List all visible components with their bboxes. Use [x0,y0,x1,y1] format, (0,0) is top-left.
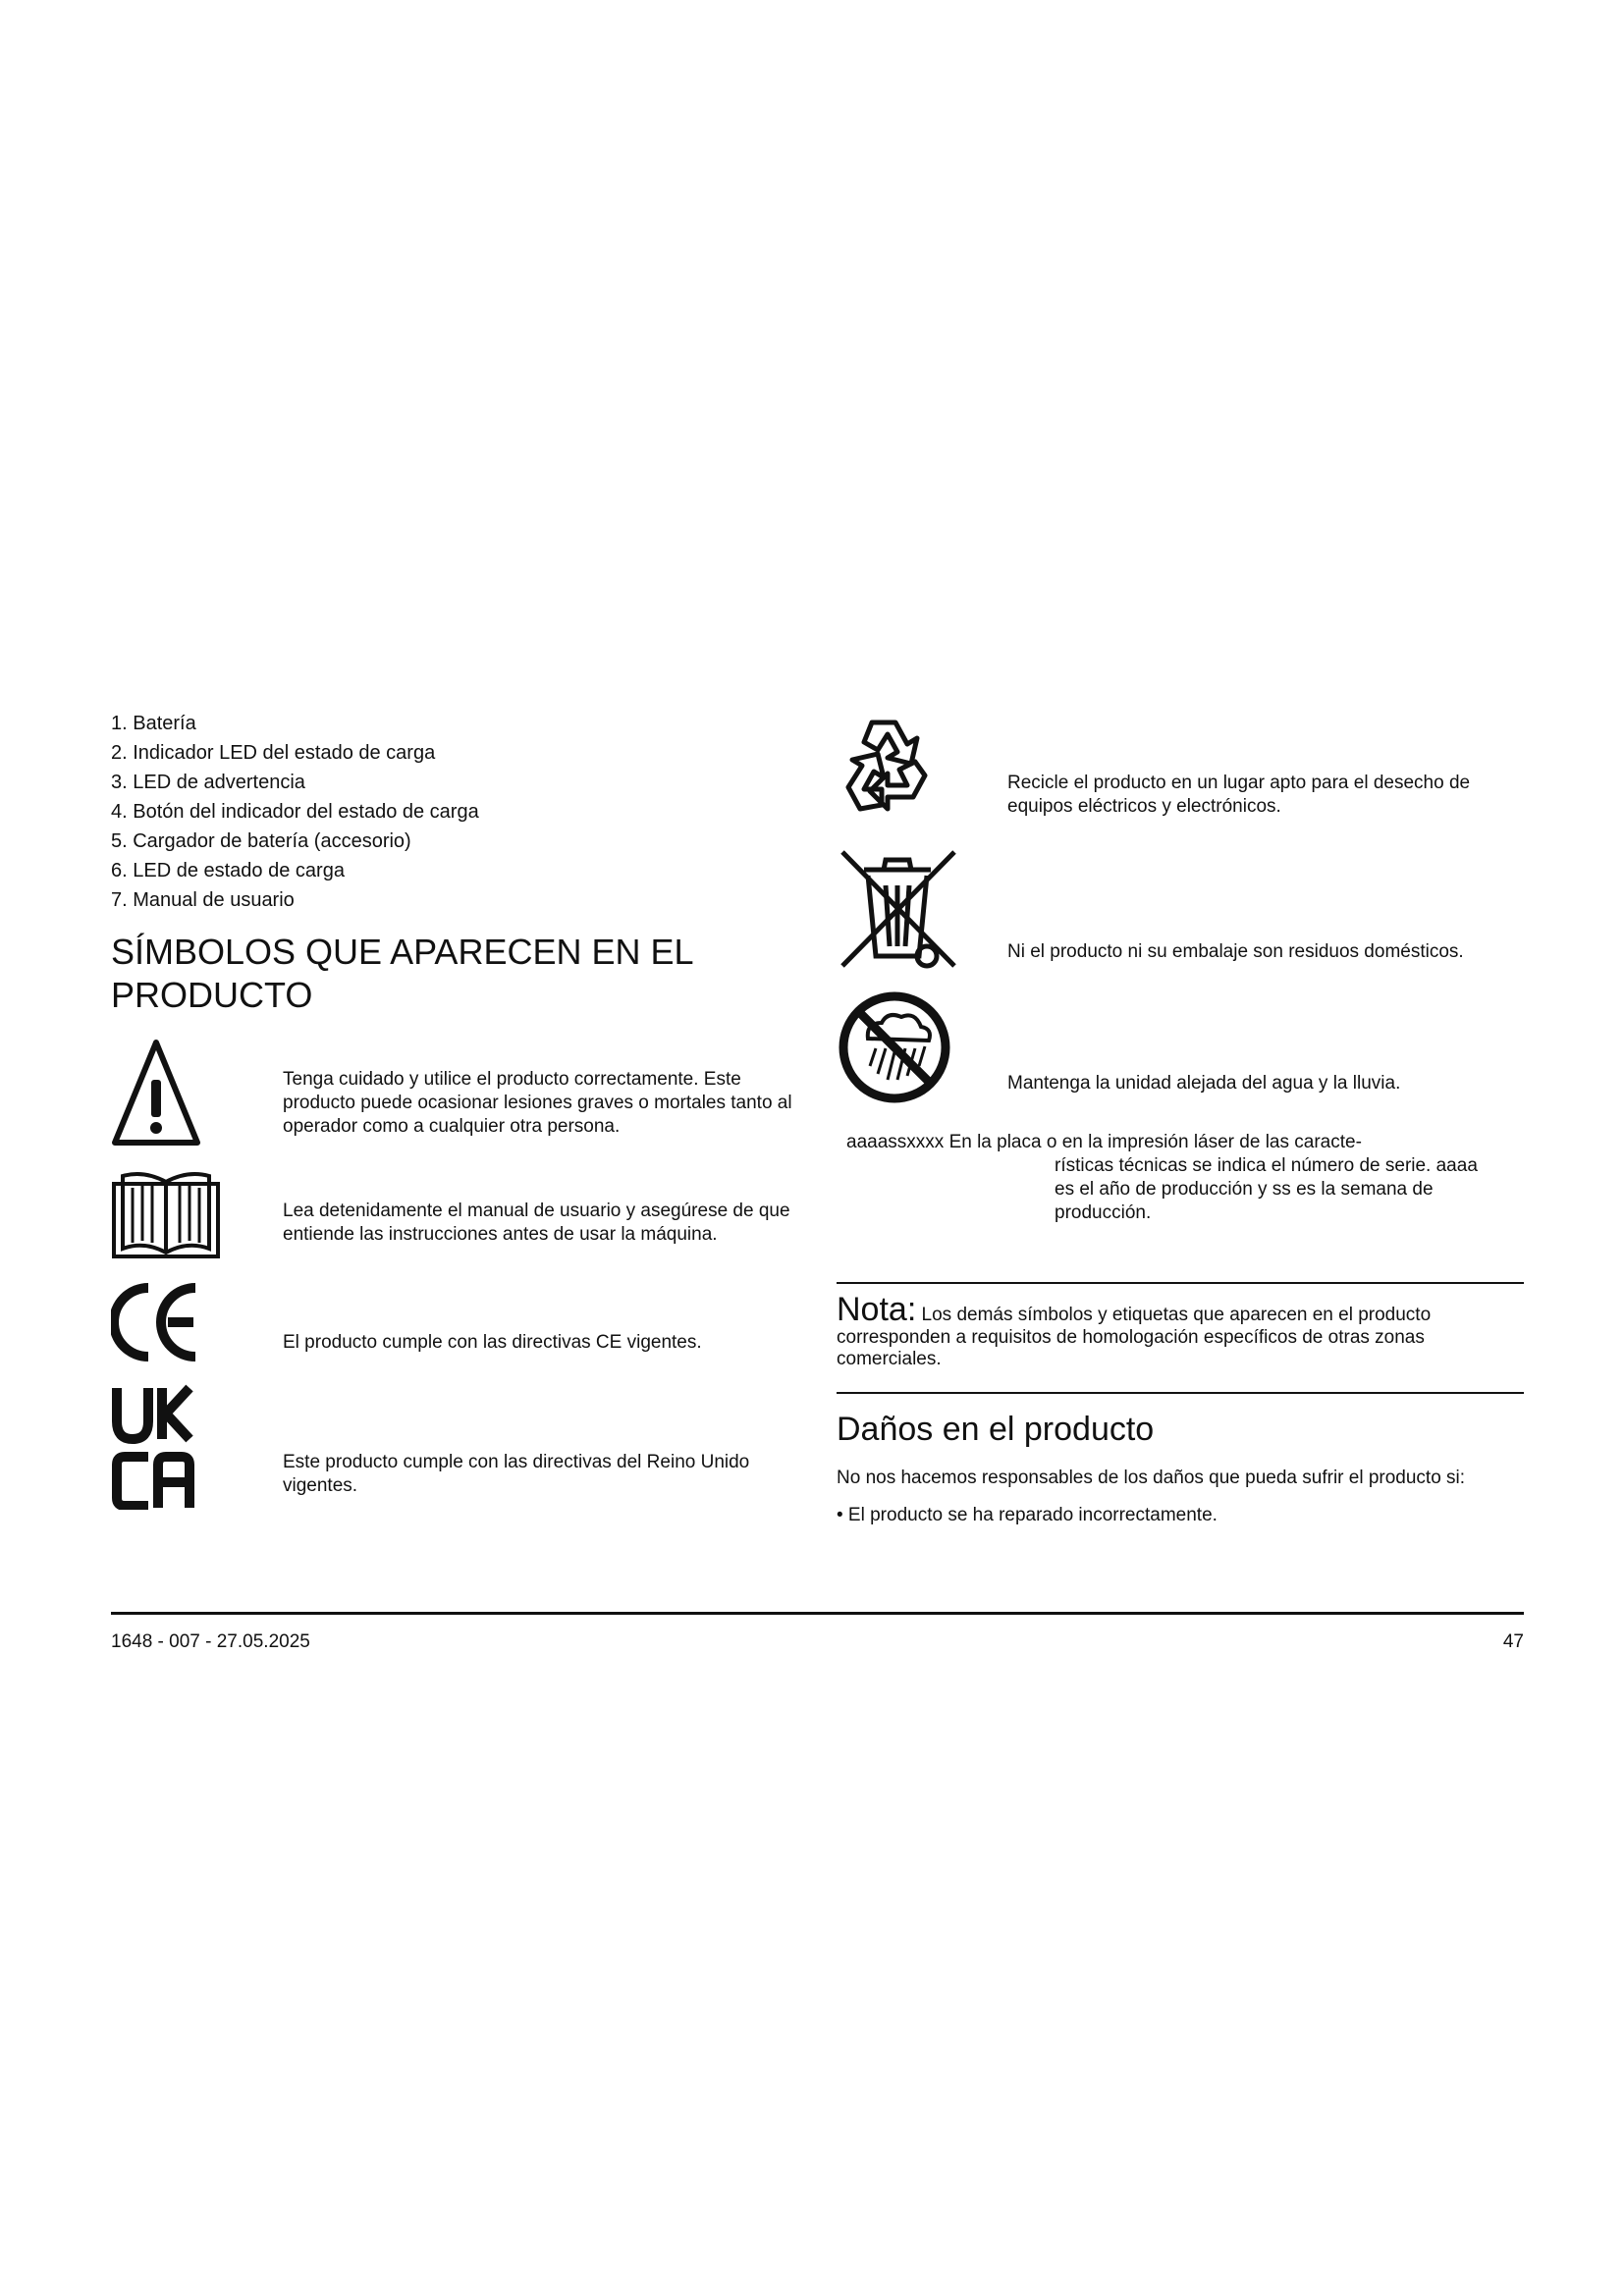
serial-code: aaaassxxxx [846,1132,945,1152]
open-book-icon [111,1170,221,1260]
serial-line-2: rísticas técnicas se indica el número de serie. aaaa [1055,1155,1478,1176]
damage-intro: No nos hacemos responsables de los daños que pueda sufrir el producto si: [837,1468,1466,1488]
list-item: 3. LED de advertencia [111,772,305,793]
divider [837,1282,1524,1284]
crossed-bin-icon [837,846,960,972]
list-item: 6. LED de estado de carga [111,860,345,881]
list-item: 7. Manual de usuario [111,889,295,911]
rain-symbol-text: Mantenga la unidad alejada del agua y la lluvia. [1007,1073,1401,1094]
serial-line-3: es el año de producción y ss es la semana de [1055,1179,1434,1200]
no-rain-icon [837,989,952,1105]
ukca-symbol-text: Este producto cumple con las directivas del Reino Unido vigentes. [283,1452,750,1496]
list-item: • El producto se ha reparado incorrectamente. [837,1505,1218,1525]
note-text: Los demás símbolos y etiquetas que aparecen en el producto corresponden a requisitos de homologación específicos de otras zonas comerciales. [837,1305,1432,1369]
warning-triangle-icon [111,1037,201,1150]
divider [837,1392,1524,1394]
bin-symbol-text: Ni el producto ni su embalaje son residuos domésticos. [1007,941,1464,962]
parts-list [111,709,479,915]
page-number: 47 [1502,1631,1524,1652]
symbols-heading: SÍMBOLOS QUE APARECEN EN EL PRODUCTO [111,932,693,1015]
footer-divider [111,1612,1524,1615]
serial-line-1: En la placa o en la impresión láser de las caracte- [948,1132,1362,1152]
warning-symbol-text: Tenga cuidado y utilice el producto correctamente. Este producto puede ocasionar lesiones graves o mortales tanto al operador como a cualquier otra persona. [283,1069,792,1137]
ce-symbol-text: El producto cumple con las directivas CE vigentes. [283,1332,702,1353]
ce-mark-icon [111,1280,199,1364]
damage-heading: Daños en el producto [837,1411,1155,1448]
list-item: 5. Cargador de batería (accesorio) [111,830,411,852]
document-reference: 1648 - 007 - 27.05.2025 [111,1631,310,1652]
serial-number-info [846,1131,1534,1225]
ukca-mark-icon [111,1384,195,1510]
serial-line-4: producción. [1055,1202,1152,1223]
recycle-icon [837,715,935,823]
note-label: Nota: [837,1291,917,1328]
manual-symbol-text: Lea detenidamente el manual de usuario y asegúrese de que entiende las instrucciones antes de usar la máquina. [283,1201,790,1245]
list-item: 2. Indicador LED del estado de carga [111,742,436,764]
list-item: 1. Batería [111,713,196,734]
note-block [837,1292,1524,1370]
list-item: 4. Botón del indicador del estado de carga [111,801,479,823]
recycle-symbol-text: Recicle el producto en un lugar apto para el desecho de equipos eléctricos y electrónicos. [1007,773,1471,817]
